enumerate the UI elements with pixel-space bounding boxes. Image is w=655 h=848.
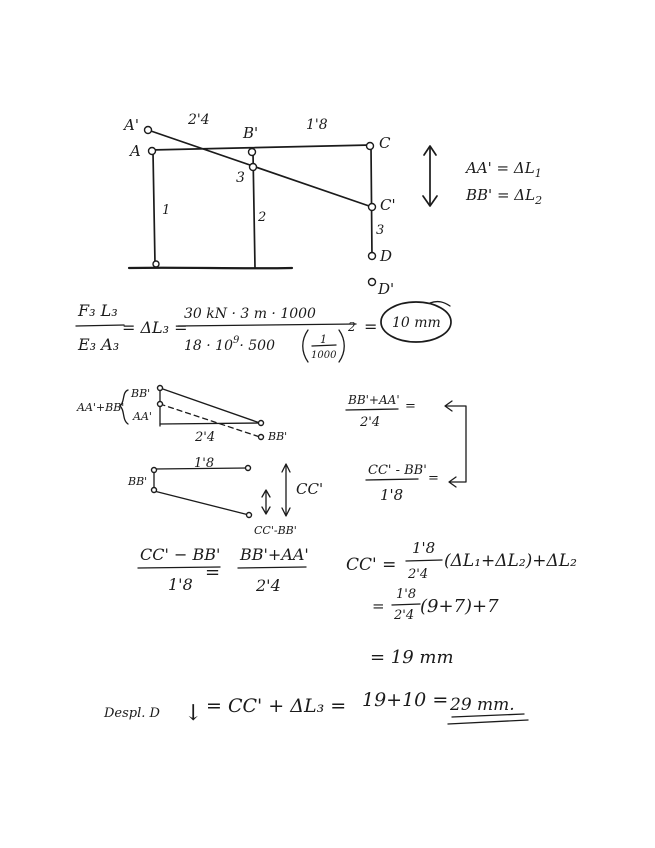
label-a-prime: A' xyxy=(124,116,139,134)
sketch2-node-d xyxy=(247,513,252,518)
solve-f2-bar xyxy=(392,604,420,605)
node-d-prime xyxy=(369,279,376,286)
final-underline-2 xyxy=(448,720,528,724)
solve-expr: (ΔL₁+ΔL₂)+ΔL₂ xyxy=(444,551,577,571)
eq1-den: $18 \cdot 10^9\cdot 500$ xyxy=(184,335,275,354)
solve-f-num: 1'8 xyxy=(412,539,436,557)
solve-line3: = 19 mm xyxy=(370,647,454,668)
eq1-lhs-num: F₃ L₃ xyxy=(78,301,118,320)
eq1-lhs-den: E₃ A₃ xyxy=(78,335,120,354)
eq1-paren-right xyxy=(339,330,344,362)
sketch2-cc-arrow-icon xyxy=(282,464,290,516)
eq1-result: 10 mm xyxy=(392,315,441,331)
ground-line xyxy=(129,268,292,269)
final-arrow-icon: ↓ xyxy=(184,701,203,726)
eq1-num: 30 kN · 3 m · 1000 xyxy=(184,306,316,322)
proportion-equation xyxy=(138,545,309,595)
ratio-eq2: = xyxy=(428,471,439,486)
label-three-mark: 3 xyxy=(236,170,245,186)
label-bar-2: 2 xyxy=(258,210,267,225)
sketch2-len: 1'8 xyxy=(194,456,215,471)
node-a xyxy=(149,148,156,155)
beam-deformed xyxy=(148,130,372,207)
final-result xyxy=(103,689,528,726)
ratio-bracket xyxy=(346,393,466,504)
eq1-square: 2 xyxy=(348,320,356,334)
sketch1-node-end xyxy=(259,421,264,426)
node-b-prime xyxy=(249,149,256,156)
displacement-arrow-icon xyxy=(423,146,437,206)
label-c-prime: C' xyxy=(380,196,396,214)
eq1-lhs-bar xyxy=(76,325,124,326)
sketch2-node-b xyxy=(152,488,157,493)
support-1 xyxy=(153,261,159,267)
solve-cc: CC' = xyxy=(346,555,397,575)
sketch2-diff: CC'-BB' xyxy=(254,524,297,537)
label-bar-3: 3 xyxy=(376,223,385,238)
prop-eq: = xyxy=(205,562,221,583)
solve-f-bar xyxy=(406,560,442,561)
label-a: A xyxy=(130,142,141,160)
label-d-prime: D' xyxy=(378,280,395,298)
sketch-lever-18 xyxy=(127,456,323,537)
node-c xyxy=(367,143,374,150)
final-result-value: 29 mm. xyxy=(450,695,515,715)
eq1-main-bar xyxy=(178,324,356,326)
sketch2-node-c xyxy=(246,466,251,471)
solve-eq2: = xyxy=(372,597,385,615)
sketch2-diff-arrow-icon xyxy=(262,490,270,514)
sketch1-aa: AA' xyxy=(133,410,152,423)
bar-1 xyxy=(153,152,155,264)
prop-right-den: 2'4 xyxy=(256,576,281,595)
ratio-den: 2'4 xyxy=(360,415,381,430)
node-b xyxy=(250,164,257,171)
label-d: D xyxy=(380,247,393,265)
prop-right-bar xyxy=(238,567,306,568)
final-label: Despl. D xyxy=(104,706,160,721)
sketch-triangle-24 xyxy=(76,386,287,446)
label-b-prime: B' xyxy=(243,124,259,142)
side-notes xyxy=(464,159,542,207)
sketch1-bb: BB' xyxy=(131,387,151,400)
sketch2-top-line xyxy=(154,468,248,469)
sketch1-node-end2 xyxy=(259,435,264,440)
solve-f2-den: 2'4 xyxy=(394,608,415,623)
final-calc: 19+10 = xyxy=(362,689,449,711)
eq1-paren-left xyxy=(303,330,308,362)
sketch2-left: BB' xyxy=(128,475,148,488)
sketch2-diag-line xyxy=(154,491,249,515)
ratio-num: BB'+AA' xyxy=(348,393,400,407)
eq1-equals: = xyxy=(364,317,378,336)
sketch1-end-label: BB' xyxy=(268,430,288,443)
solve-f-den: 2'4 xyxy=(408,567,429,582)
sketch2-node-a xyxy=(152,468,157,473)
ratio-bar2 xyxy=(366,479,418,480)
eq1-frac-bar xyxy=(312,345,336,346)
prop-right-num: BB'+AA' xyxy=(240,545,309,564)
eq1-delta-l3: = ΔL₃ = xyxy=(122,318,188,337)
solution-steps xyxy=(346,539,577,668)
final-eq: = CC' + ΔL₃ = xyxy=(206,695,347,717)
label-bar-1: 1 xyxy=(162,203,171,218)
sketch1-base-line xyxy=(160,423,262,424)
eq1-frac-num: 1 xyxy=(320,333,327,346)
solve-f2-num: 1'8 xyxy=(396,587,417,602)
node-c-prime xyxy=(369,204,376,211)
sketch2-cc: CC' xyxy=(296,480,324,498)
sketch1-node-top xyxy=(158,386,163,391)
note-bb: $BB' = \Delta L_2$ xyxy=(466,186,543,207)
ratio-bar xyxy=(346,409,398,410)
label-len-24: 2'4 xyxy=(188,112,210,128)
bar-3 xyxy=(371,146,372,258)
sketch1-top-line xyxy=(160,388,260,423)
sketch1-node-mid xyxy=(158,402,163,407)
solve-expr2: (9+7)+7 xyxy=(420,596,499,617)
node-d xyxy=(369,253,376,260)
sketch1-group-label: AA'+BB' xyxy=(77,401,125,414)
ratio-num2: CC' - BB' xyxy=(368,463,427,478)
beam-original xyxy=(150,145,371,150)
label-c: C xyxy=(379,134,391,152)
ratio-connector xyxy=(446,406,466,482)
equation-delta-l3 xyxy=(76,301,451,362)
prop-left-den: 1'8 xyxy=(168,575,193,594)
eq1-frac-den: 1000 xyxy=(311,350,337,361)
structure-diagram xyxy=(122,112,437,298)
ratio-den2: 1'8 xyxy=(380,486,404,504)
note-aa: $AA' = \Delta L_1$ xyxy=(466,159,542,180)
sketch1-len: 2'4 xyxy=(195,430,216,445)
node-a-prime xyxy=(145,127,152,134)
label-len-18: 1'8 xyxy=(306,117,328,133)
ratio-eq: = xyxy=(405,399,416,414)
prop-left-num: CC' − BB' xyxy=(140,545,221,564)
